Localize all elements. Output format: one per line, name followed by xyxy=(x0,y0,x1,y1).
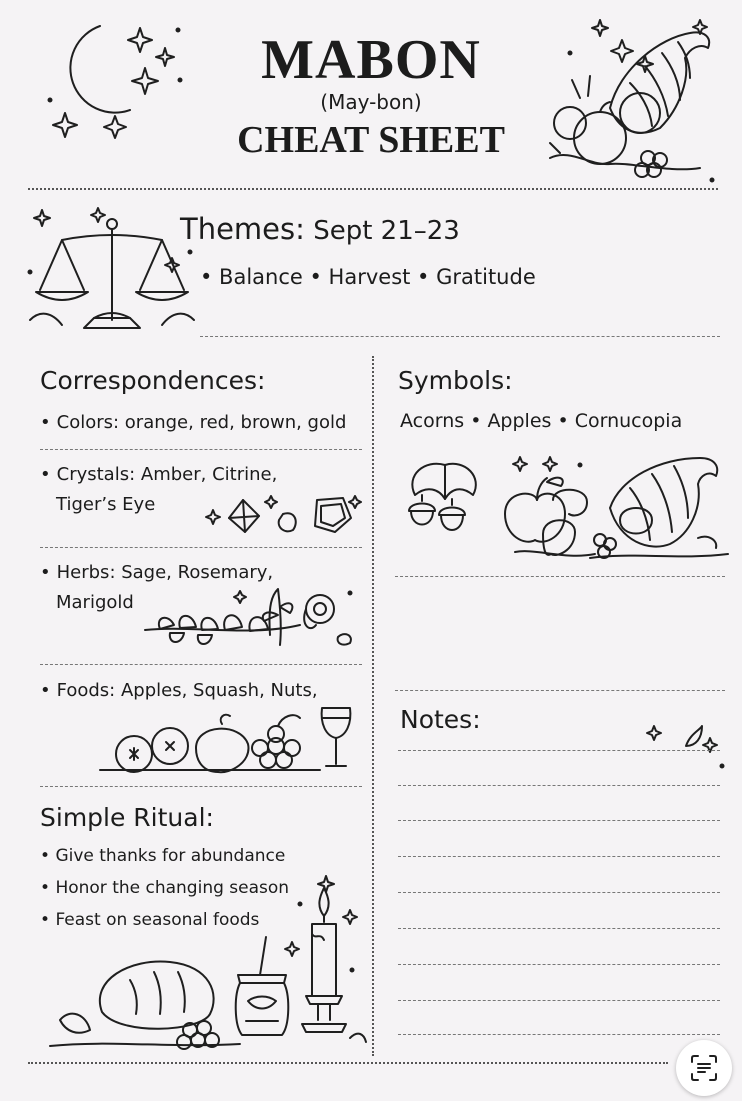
correspondence-crystals: • Crystals: Amber, Citrine, Tiger’s Eye xyxy=(40,464,278,515)
sparkle-icon xyxy=(640,720,730,770)
correspondences-title: Correspondences: xyxy=(40,366,266,395)
correspondence-divider xyxy=(40,664,362,665)
correspondence-herbs: • Herbs: Sage, Rosemary, Marigold xyxy=(40,562,274,613)
notes-line[interactable] xyxy=(398,785,720,786)
header-divider xyxy=(28,188,718,190)
crystals-icon xyxy=(205,490,365,540)
column-divider xyxy=(372,356,374,1056)
notes-line[interactable] xyxy=(398,1000,720,1001)
cornucopia-icon xyxy=(540,8,730,188)
page-title: MABON xyxy=(261,29,481,91)
correspondence-colors: • Colors: orange, red, brown, gold xyxy=(40,412,347,433)
notes-line[interactable] xyxy=(398,964,720,965)
notes-line[interactable] xyxy=(398,820,720,821)
ritual-item: • Feast on seasonal foods xyxy=(40,910,260,930)
footer-divider xyxy=(28,1062,668,1064)
apples-icon xyxy=(495,470,605,565)
notes-line[interactable] xyxy=(398,928,720,929)
correspondence-divider xyxy=(40,449,362,450)
cornucopia-icon xyxy=(590,448,730,563)
acorns-icon xyxy=(395,455,490,550)
notes-line[interactable] xyxy=(398,856,720,857)
foods-icon xyxy=(100,700,365,775)
bread-icon xyxy=(50,950,240,1050)
text-scan-button[interactable] xyxy=(676,1040,732,1096)
notes-line[interactable] xyxy=(398,892,720,893)
themes-divider xyxy=(200,336,720,337)
themes-list: • Balance • Harvest • Gratitude xyxy=(200,265,536,289)
correspondence-divider xyxy=(40,547,362,548)
symbols-divider xyxy=(395,690,725,691)
balance-scales-icon xyxy=(22,200,202,340)
candle-icon xyxy=(280,870,370,1050)
symbols-list: Acorns • Apples • Cornucopia xyxy=(400,410,683,432)
ritual-item: • Give thanks for abundance xyxy=(40,846,286,866)
notes-line[interactable] xyxy=(398,750,720,751)
herbs-icon xyxy=(140,585,365,660)
pronunciation: (May-bon) xyxy=(320,90,422,114)
correspondence-foods: • Foods: Apples, Squash, Nuts, xyxy=(40,680,318,701)
symbols-divider xyxy=(395,576,725,577)
themes-label: Themes: xyxy=(180,212,305,246)
notes-line[interactable] xyxy=(398,1034,720,1035)
correspondence-divider xyxy=(40,786,362,787)
sparkle-icon xyxy=(510,455,600,475)
themes-dates: Sept 21–23 xyxy=(313,216,460,246)
notes-title: Notes: xyxy=(400,705,481,734)
text-scan-icon xyxy=(688,1052,720,1084)
symbols-title: Symbols: xyxy=(398,366,513,395)
page-subtitle: CHEAT SHEET xyxy=(237,119,505,161)
themes-heading xyxy=(180,212,460,246)
ritual-item: • Honor the changing season xyxy=(40,878,290,898)
ritual-title: Simple Ritual: xyxy=(40,803,214,832)
